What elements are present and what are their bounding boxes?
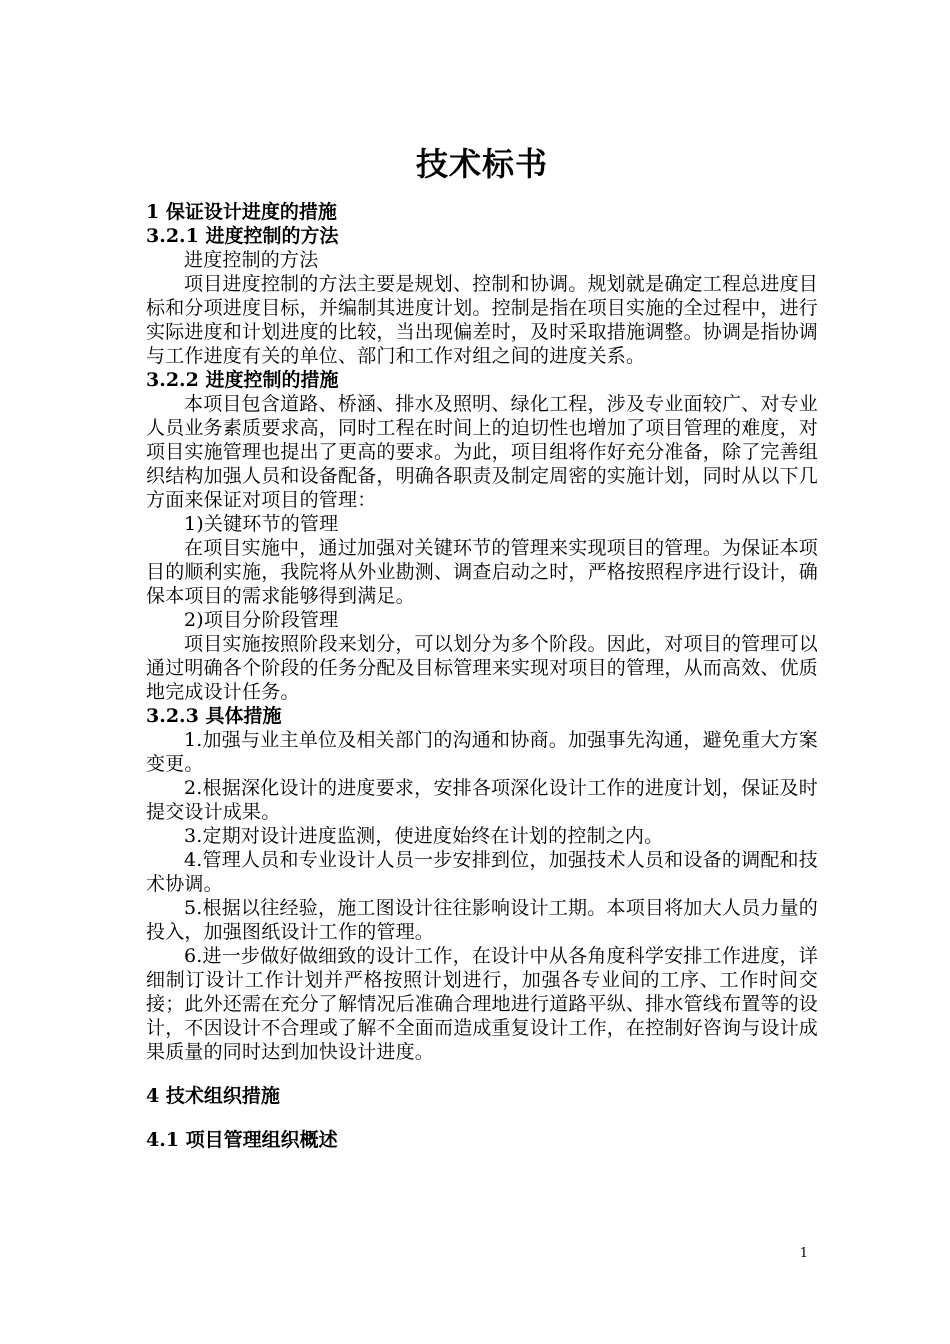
paragraph: 进度控制的方法 [184, 249, 319, 271]
paragraph: 项目实施按照阶段来划分，可以划分为多个阶段。因此，对项目的管理可以通过明确各个阶段的任务分配及目标管理来实现对项目的管理，从而高效、优质地完成设计任务。 [146, 633, 819, 703]
paragraph: 项目进度控制的方法主要是规划、控制和协调。规划就是确定工程总进度目标和分项进度目标，并编制其进度计划。控制是指在项目实施的全过程中，进行实际进度和计划进度的比较，当出现偏差时，及时采取措施调整。协调是指协调与工作进度有关的单位、部门和工作对组之间的进度关系。 [146, 273, 819, 367]
page-number: 1 [799, 1246, 808, 1261]
list-item: 5.根据以往经验，施工图设计往往影响设计工期。本项目将加大人员力量的投入，加强图纸设计工作的管理。 [146, 897, 818, 943]
document-title: 技术标书 [415, 145, 548, 183]
section-heading-4: 4 技术组织措施 [146, 1085, 280, 1107]
section-heading-3-2-2: 3.2.2 进度控制的措施 [146, 369, 339, 391]
paragraph: 在项目实施中，通过加强对关键环节的管理来实现项目的管理。为保证本项目的顺利实施，我院将从外业勘测、调查启动之时，严格按照程序进行设计，确保本项目的需求能够得到满足。 [146, 537, 819, 607]
paragraph: 1)关键环节的管理 [184, 513, 339, 535]
section-heading-3-2-3: 3.2.3 具体措施 [146, 705, 282, 727]
section-heading-3-2-1: 3.2.1 进度控制的方法 [146, 225, 339, 247]
paragraph: 本项目包含道路、桥涵、排水及照明、绿化工程，涉及专业面较广、对专业人员业务素质要求高，同时工程在时间上的迫切性也增加了项目管理的难度，对项目实施管理也提出了更高的要求。为此，项目组将作好充分准备，除了完善组织结构加强人员和设备配备，明确各职责及制定周密的实施计划，同时从以下几方面来保证对项目的管理： [146, 393, 819, 511]
document-body [146, 140, 818, 1152]
list-item: 1.加强与业主单位及相关部门的沟通和协商。加强事先沟通，避免重大方案变更。 [146, 729, 818, 775]
list-item: 6.进一步做好做细致的设计工作，在设计中从各角度科学安排工作进度，详细制订设计工作计划并严格按照计划进行，加强各专业间的工序、工作时间交接；此外还需在充分了解情况后准确合理地进行道路平纵、排水管线布置等的设计，不因设计不合理或了解不全面而造成重复设计工作，在控制好咨询与设计成果质量的同时达到加快设计进度。 [146, 945, 819, 1063]
paragraph: 2)项目分阶段管理 [184, 609, 339, 631]
list-item: 2.根据深化设计的进度要求，安排各项深化设计工作的进度计划，保证及时提交设计成果。 [146, 777, 818, 823]
section-heading-4-1: 4.1 项目管理组织概述 [146, 1129, 338, 1151]
list-item: 4.管理人员和专业设计人员一步安排到位，加强技术人员和设备的调配和技术协调。 [146, 849, 818, 895]
section-heading-1: 1 保证设计进度的措施 [146, 201, 337, 223]
list-item: 3.定期对设计进度监测，使进度始终在计划的控制之内。 [184, 825, 664, 847]
